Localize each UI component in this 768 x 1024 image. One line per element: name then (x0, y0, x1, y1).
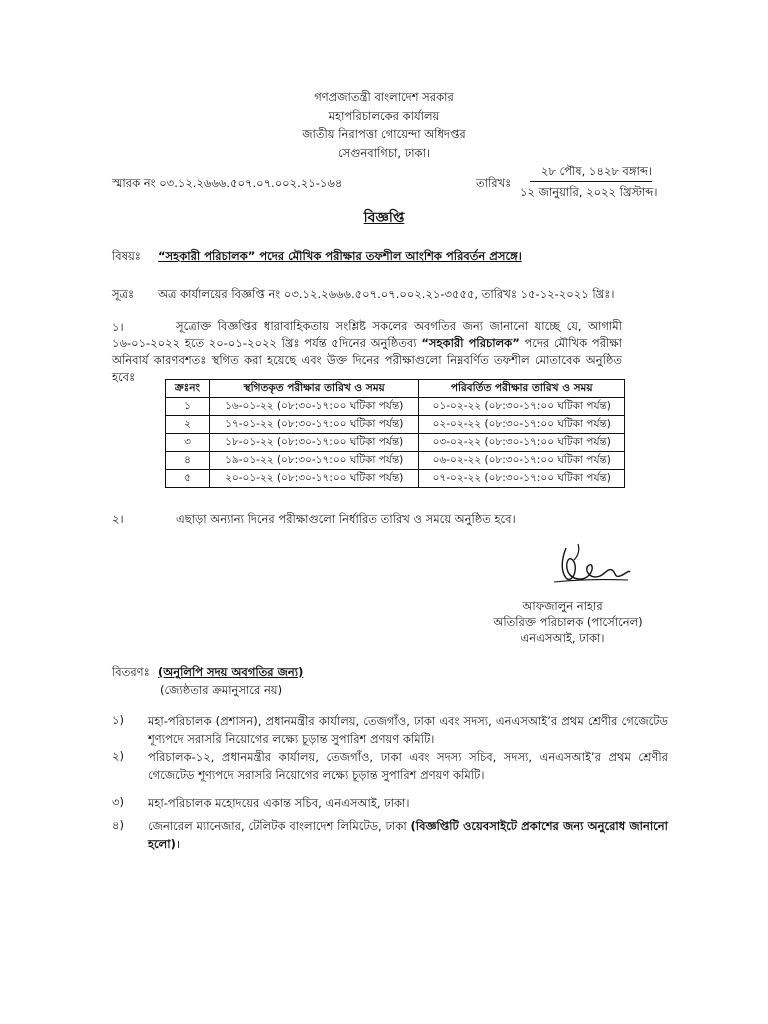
letterhead (0, 88, 768, 162)
signature-image (544, 540, 634, 590)
reference-label: সূত্রঃ (112, 287, 135, 301)
serial-cell: ১ (166, 398, 210, 416)
revised-cell: ০৩-০২-২২ (০৮:৩০-১৭:০০ ঘটিকা পর্যন্ত) (419, 434, 625, 452)
revised-cell: ০১-০২-২২ (০৮:৩০-১৭:০০ ঘটিকা পর্যন্ত) (419, 398, 625, 416)
col-serial: ক্রঃনং (166, 380, 210, 398)
date-label: তারিখঃ (476, 176, 512, 190)
distribution-subheading: (জ্যেষ্ঠতার ক্রমানুসারে নয়) (160, 683, 283, 697)
reference-text: অত্র কার্যালয়ের বিজ্ঞপ্তি নং ০৩.১২.২৬৬৬.৫০৭.০৭.০০২.২১-৩৫৫৫, তারিখঃ ১৫-১২-২০২১ খ্রিঃ। (158, 287, 615, 301)
signatory-designation: অতিরিক্ত পরিচালক (পার্সোনেল) (493, 615, 643, 629)
date-english: ১২ জানুয়ারি, ২০২২ খ্রিস্টাব্দ। (520, 185, 658, 199)
distribution-label: বিতরণঃ (112, 665, 150, 679)
distribution-item: মহা-পরিচালক মহোদয়ের একান্ত সচিব, এনএসআই, ঢাকা। (148, 796, 410, 810)
header-office: মহাপরিচালকের কার্যালয় (328, 108, 440, 123)
postponed-cell: ১৬-০১-২২ (০৮:৩০-১৭:০০ ঘটিকা পর্যন্ত) (209, 398, 419, 416)
header-department: জাতীয় নিরাপত্তা গোয়েন্দা অধিদপ্তর (302, 127, 466, 141)
distribution-item: মহা-পরিচালক (প্রশাসন), প্রধানমন্ত্রীর কার্যালয়, তেজগাঁও, ঢাকা এবং সদস্য, এনএসআই’র প্রথম শ্রেণীর গেজেটেড শূণ্যপদে সরাসরি নিয়োগের লক্ষ্যে চূড়ান্ত সুপারিশ প্রণয়ণ কমিটি। (148, 714, 668, 746)
postponed-cell: ২০-০১-২২ (০৮:৩০-১৭:০০ ঘটিকা পর্যন্ত) (209, 470, 419, 488)
signatory-office: এনএসআই, ঢাকা। (520, 631, 605, 645)
header-address: সেগুনবাগিচা, ঢাকা। (337, 145, 431, 160)
distribution-item-text: জেনারেল ম্যানেজার, টেলিটক বাংলাদেশ লিমিটেড, ঢাকা (148, 819, 411, 833)
serial-cell: ৫ (166, 470, 210, 488)
date-divider (530, 181, 652, 182)
table-row (166, 416, 625, 434)
distribution-item-number: ১) (112, 713, 124, 727)
distribution-item-number: ৩) (112, 795, 124, 809)
distribution-heading: (অনুলিপি সদয় অবগতির জন্য) (158, 665, 304, 679)
subject-label: বিষয়ঃ (112, 249, 141, 263)
header-government: গণপ্রজাতন্ত্রী বাংলাদেশ সরকার (314, 90, 454, 104)
col-revised: পরিবর্তিত পরীক্ষার তারিখ ও সময় (419, 380, 625, 398)
distribution-item-request: (বিজ্ঞপ্তিটি ওয়েবসাইটে প্রকাশের জন্য অনুরোধ জানানো হলো) (148, 819, 668, 851)
subject-text: “সহকারী পরিচালক” পদের মৌখিক পরীক্ষার তফশীল আংশিক পরিবর্তন প্রসঙ্গে। (158, 249, 522, 263)
para2-text: এছাড়া অন্যান্য দিনের পরীক্ষাগুলো নির্ধারিত তারিখ ও সময়ে অনুষ্ঠিত হবে। (176, 512, 516, 526)
revised-cell: ০৬-০২-২২ (০৮:৩০-১৭:০০ ঘটিকা পর্যন্ত) (419, 452, 625, 470)
table-row (166, 398, 625, 416)
serial-cell: ২ (166, 416, 210, 434)
para1-post-name: “সহকারী পরিচালক” (421, 336, 520, 350)
table-row (166, 470, 625, 488)
para1-number: ১। (112, 320, 124, 334)
memo-number: স্মারক নং ০৩.১২.২৬৬৬.৫০৭.০৭.০০২.২১-১৬৪ (112, 176, 343, 190)
revised-cell: ০২-০২-২২ (০৮:৩০-১৭:০০ ঘটিকা পর্যন্ত) (419, 416, 625, 434)
serial-cell: ৪ (166, 452, 210, 470)
distribution-item-end: । (175, 837, 181, 851)
para2-number: ২। (112, 512, 124, 526)
table-header-row (166, 380, 625, 398)
col-postponed: স্থগিতকৃত পরীক্ষার তারিখ ও সময় (209, 380, 419, 398)
postponed-cell: ১৯-০১-২২ (০৮:৩০-১৭:০০ ঘটিকা পর্যন্ত) (209, 452, 419, 470)
distribution-item (148, 817, 668, 853)
schedule-table (165, 379, 625, 488)
notice-title: বিজ্ঞপ্তি (363, 210, 405, 226)
para1-text-b: পদের মৌখিক পরীক্ষা অনিবার্য কারণবশতঃ স্থগিত করা হয়েছে এবং উক্ত দিনের পরীক্ষাগুলো নিম্নবর্ণিত তফশীল মোতাবেক অনুষ্ঠিত হবেঃ (112, 336, 622, 384)
table-row (166, 452, 625, 470)
para1-text-a: সূত্রোক্ত বিজ্ঞপ্তির ধারাবাহিকতায় সংশ্লিষ্ট সকলের অবগতির জন্য জানানো যাচ্ছে যে, আগামী ১৬-০১-২০২২ হতে ২০-০১-২০২২ খ্রিঃ পর্যন্ত ৫দিনের অনুষ্ঠিতব্য (112, 319, 622, 350)
para1-text (112, 318, 622, 386)
distribution-item-number: ৪) (112, 818, 124, 832)
signatory-name: আফজালুন নাহার (522, 599, 603, 613)
postponed-cell: ১৮-০১-২২ (০৮:৩০-১৭:০০ ঘটিকা পর্যন্ত) (209, 434, 419, 452)
postponed-cell: ১৭-০১-২২ (০৮:৩০-১৭:০০ ঘটিকা পর্যন্ত) (209, 416, 419, 434)
distribution-item: পরিচালক-১২, প্রধানমন্ত্রীর কার্যালয়, তেজগাঁও, ঢাকা এবং সদস্য সচিব, সদস্য, এনএসআই’র প্রথম শ্রেণীর গেজেটেড শূণ্যপদে সরাসরি নিয়োগের লক্ষ্যে চূড়ান্ত সুপারিশ প্রণয়ণ কমিটি। (148, 750, 668, 782)
distribution-item-number: ২) (112, 749, 124, 763)
serial-cell: ৩ (166, 434, 210, 452)
revised-cell: ০৭-০২-২২ (০৮:৩০-১৭:০০ ঘটিকা পর্যন্ত) (419, 470, 625, 488)
table-row (166, 434, 625, 452)
date-bangla: ২৮ পৌষ, ১৪২৮ বঙ্গাব্দ। (540, 164, 652, 178)
